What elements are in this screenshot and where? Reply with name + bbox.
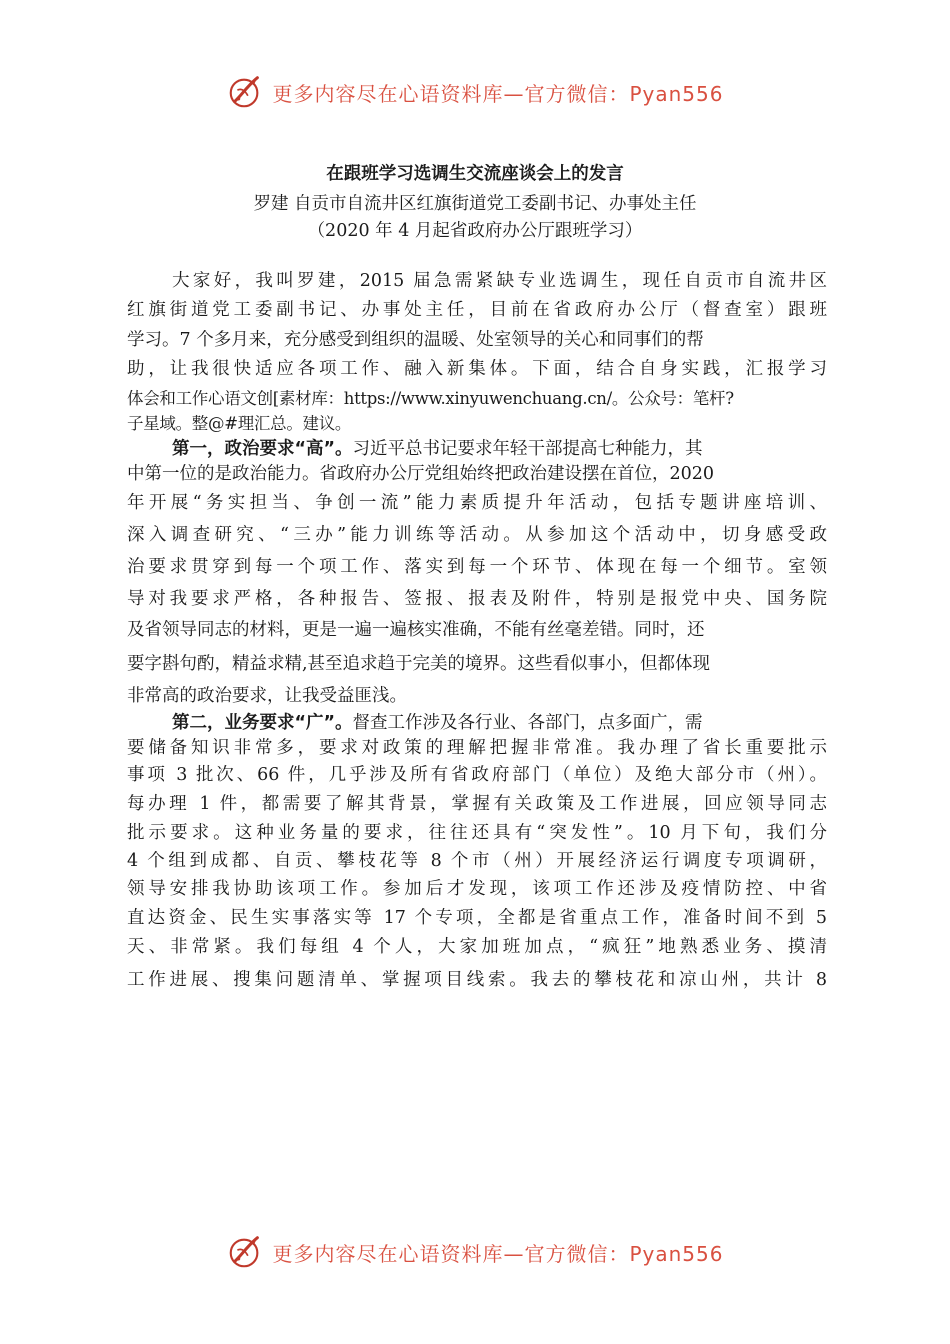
body-line: 直达资金、民生实事落实等 17 个专项，全都是省重点工作，准备时间不到 5: [127, 908, 827, 928]
calligraphy-brush-logo-icon: [226, 1233, 264, 1271]
body-line: 督查工作涉及各行业、各部门，点多面广，需: [352, 713, 703, 733]
body-line: 批示要求。这种业务量的要求，往往还具有“突发性”。10 月下旬，我们分: [127, 823, 827, 843]
body-line: 导对我要求严格，各种报告、签报、报表及附件，特别是报党中央、国务院: [127, 589, 827, 609]
period-line: （2020 年 4 月起省政府办公厅跟班学习）: [307, 221, 643, 241]
calligraphy-brush-logo-icon: [226, 73, 264, 111]
body-line: 中第一位的是政治能力。省政府办公厅党组始终把政治建设摆在首位，2020: [127, 464, 715, 484]
body-line: 习近平总书记要求年轻干部提高七种能力，其: [352, 439, 703, 459]
body-line: 体会和工作心语文创[素材库：https://www.xinyuwenchuang.cn/。公众号：笔杆?: [127, 389, 734, 408]
body-line: 非常高的政治要求，让我受益匪浅。: [127, 686, 407, 706]
body-line: 天、非常紧。我们每组 4 个人，大家加班加点，“疯狂”地熟悉业务、摸清: [127, 937, 827, 957]
paragraph-line-with-heading: [172, 710, 827, 736]
body-line: 深入调查研究、“三办”能力训练等活动。从参加这个活动中，切身感受政: [127, 525, 827, 545]
body-line: 年开展“务实担当、争创一流”能力素质提升年活动，包括专题讲座培训、: [127, 493, 827, 513]
body-line: 每办理 1 件，都需要了解其背景，掌握有关政策及工作进展，回应领导同志: [127, 794, 827, 814]
footer-banner: [0, 1230, 950, 1274]
body-line: 4 个组到成都、自贡、攀枝花等 8 个市（州）开展经济运行调度专项调研，: [127, 851, 827, 871]
body-line: 及省领导同志的材料，更是一遍一遍核实准确，不能有丝毫差错。同时，还: [127, 620, 705, 640]
body-line: 大家好，我叫罗建，2015 届急需紧缺专业选调生，现任自贡市自流井区: [172, 271, 827, 291]
section-heading-2: 第二，业务要求“广”。: [172, 713, 353, 733]
body-line: 助，让我很快适应各项工作、融入新集体。下面，结合自身实践，汇报学习: [127, 359, 827, 379]
header-banner: [0, 70, 950, 114]
body-line: 要储备知识非常多，要求对政策的理解把握非常准。我办理了省长重要批示: [127, 738, 827, 758]
section-heading-1: 第一，政治要求“高”。: [172, 439, 353, 459]
body-line: 领导安排我协助该项工作。参加后才发现，该项工作还涉及疫情防控、中省: [127, 879, 827, 899]
body-line: 要字斟句酌，精益求精,甚至追求趋于完美的境界。这些看似事小，但都体现: [127, 654, 711, 674]
body-line: 事项 3 批次、66 件，几乎涉及所有省政府部门（单位）及绝大部分市（州）。: [127, 765, 827, 785]
body-line: 子星域。整@#理汇总。建议。: [127, 414, 352, 433]
body-line: 工作进展、搜集问题清单、掌握项目线索。我去的攀枝花和凉山州，共计 8: [127, 970, 827, 990]
body-line: 学习。7 个多月来，充分感受到组织的温暖、处室领导的关心和同事们的帮: [127, 330, 704, 350]
body-line: 治要求贯穿到每一个项工作、落实到每一个环节、体现在每一个细节。室领: [127, 557, 827, 577]
document-title: 在跟班学习选调生交流座谈会上的发言: [326, 164, 624, 184]
body-line: 红旗街道党工委副书记、办事处主任，目前在省政府办公厅（督查室）跟班: [127, 300, 827, 320]
author-line: 罗建 自贡市自流井区红旗街道党工委副书记、办事处主任: [253, 194, 697, 214]
paragraph-line-with-heading: [172, 436, 827, 462]
banner-text: 更多内容尽在心语资料库—官方微信：Pyan556: [272, 81, 724, 106]
banner-text: 更多内容尽在心语资料库—官方微信：Pyan556: [272, 1241, 724, 1266]
